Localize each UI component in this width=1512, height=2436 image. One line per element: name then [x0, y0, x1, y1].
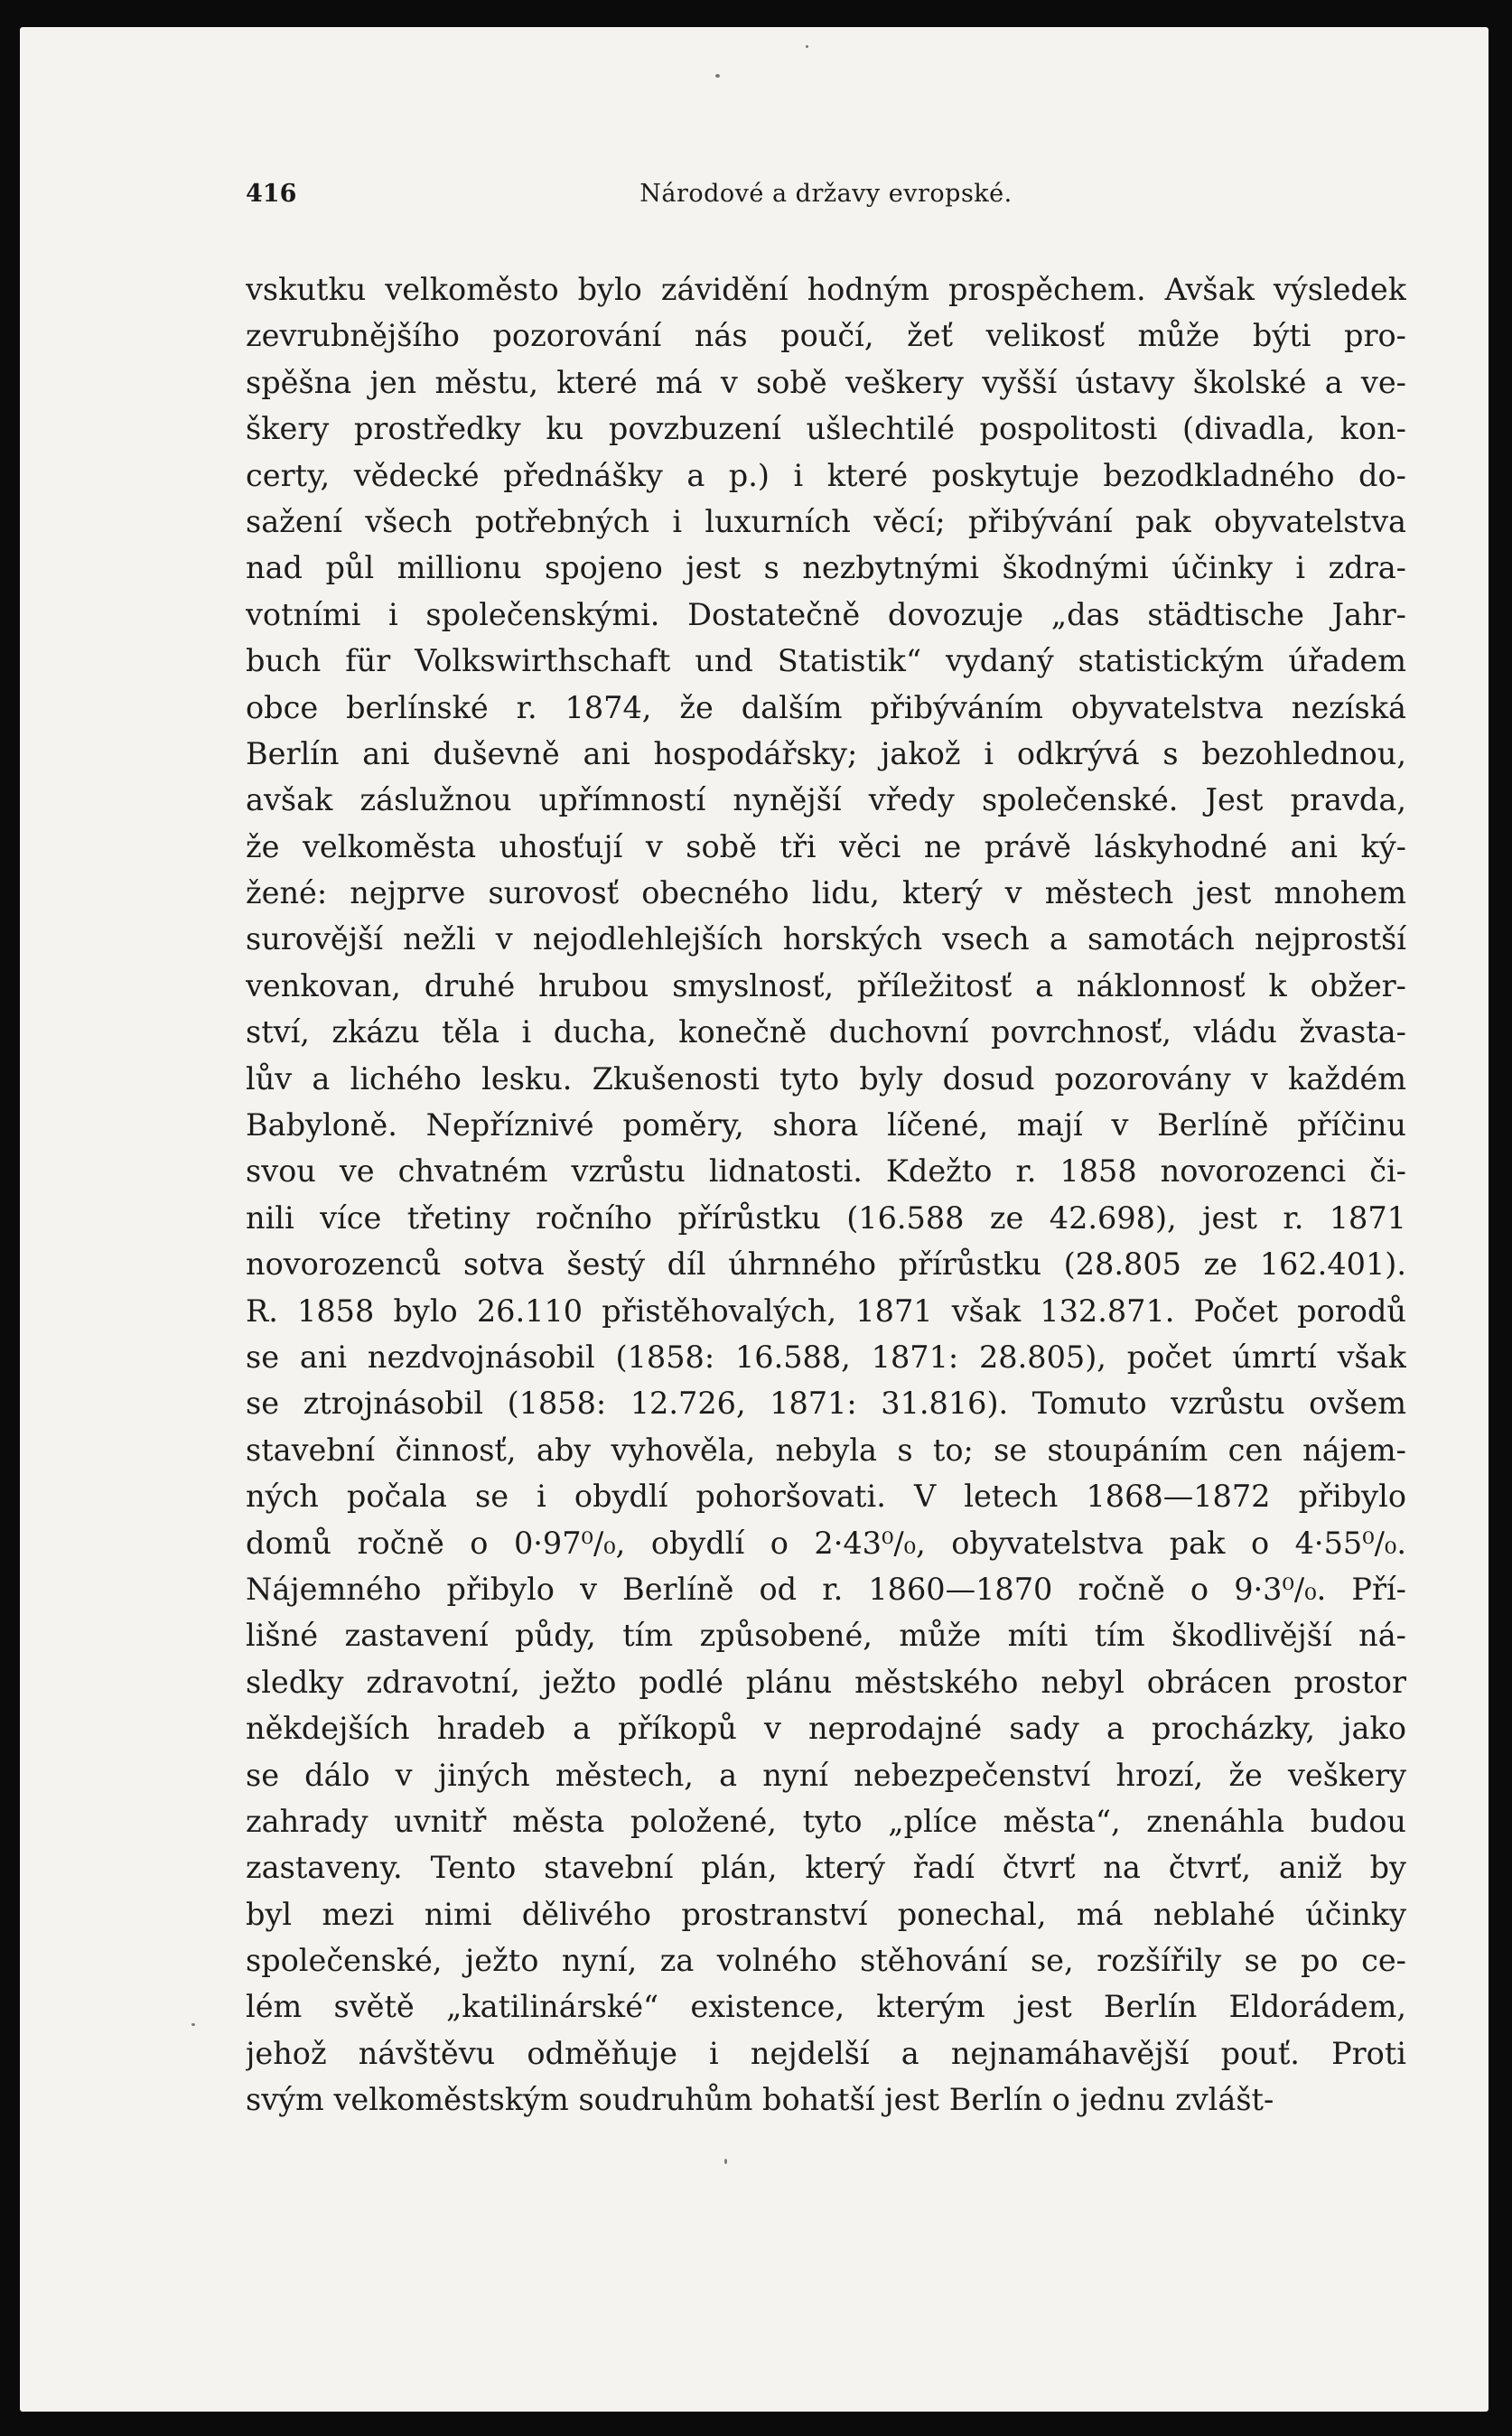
- text-line: zastaveny. Tento stavební plán, který řadí čtvrť na čtvrť, aniž by: [246, 1850, 1406, 1886]
- page-number: 416: [246, 180, 297, 208]
- text-line: byl mezi nimi dělivého prostranství ponechal, má neblahé účinky: [246, 1896, 1406, 1932]
- text-line: obce berlínské r. 1874, že dalším přibýváním obyvatelstva nezíská: [246, 689, 1406, 725]
- text-line: žené: nejprve surovosť obecného lidu, který v městech jest mnohem: [246, 875, 1406, 911]
- text-line: škery prostředky ku povzbuzení ušlechtilé pospolitosti (divadla, kon-: [246, 411, 1406, 447]
- text-line: novorozenců sotva šestý díl úhrnného přírůstku (28.805 ze 162.401).: [246, 1246, 1406, 1283]
- text-line: venkovan, druhé hrubou smyslnosť, příležitosť a náklonnosť k obžer-: [246, 967, 1406, 1003]
- paper-speck: [715, 74, 720, 78]
- text-line: se ani nezdvojnásobil (1858: 16.588, 1871: 28.805), počet úmrtí však: [246, 1339, 1406, 1375]
- text-line: avšak záslužnou upřímností nynější vředy společenské. Jest pravda,: [246, 782, 1406, 818]
- running-title: Národové a državy evropské.: [639, 180, 1013, 208]
- text-line: se ztrojnásobil (1858: 12.726, 1871: 31.816). Tomuto vzrůstu ovšem: [246, 1386, 1406, 1422]
- body-text: [246, 266, 1406, 2123]
- page-header: [246, 180, 1406, 212]
- text-line: lišné zastavení půdy, tím způsobené, může míti tím škodlivější ná-: [246, 1618, 1406, 1654]
- text-line: votními i společenskými. Dostatečně dovozuje „das städtische Jahr-: [246, 596, 1406, 632]
- text-line: spěšna jen městu, které má v sobě veškery vyšší ústavy školské a ve-: [246, 364, 1406, 400]
- text-line: lův a lichého lesku. Zkušenosti tyto byly dosud pozorovány v každém: [246, 1060, 1406, 1097]
- text-line: jehož návštěvu odměňuje i nejdelší a nejnamáhavější pouť. Proti: [246, 2035, 1406, 2071]
- text-line: se dálo v jiných městech, a nyní nebezpečenství hrozí, že veškery: [246, 1757, 1406, 1793]
- text-line: ství, zkázu těla i ducha, konečně duchovní povrchnosť, vládu žvasta-: [246, 1014, 1406, 1050]
- text-line: domů ročně o 0·97⁰/₀, obydlí o 2·43⁰/₀, obyvatelstva pak o 4·55⁰/₀.: [246, 1525, 1406, 1561]
- text-line: Berlín ani duševně ani hospodářsky; jakož i odkrývá s bezohlednou,: [246, 735, 1406, 771]
- text-line: Babyloně. Nepříznivé poměry, shora líčené, mají v Berlíně příčinu: [246, 1107, 1406, 1143]
- text-line: surovější nežli v nejodlehlejších horských vsech a samotách nejprostší: [246, 921, 1406, 957]
- text-line: zevrubnějšího pozorování nás poučí, žeť velikosť může býti pro-: [246, 318, 1406, 354]
- text-line: zahrady uvnitř města položené, tyto „plíce města“, znenáhla budou: [246, 1803, 1406, 1839]
- text-line: R. 1858 bylo 26.110 přistěhovalých, 1871 však 132.871. Počet porodů: [246, 1293, 1406, 1329]
- text-line: sažení všech potřebných i luxurních věcí; přibývání pak obyvatelstva: [246, 503, 1406, 539]
- text-line: společenské, ježto nyní, za volného stěhování se, rozšířily se po ce-: [246, 1943, 1406, 1979]
- text-line: že velkoměsta uhosťují v sobě tři věci ne právě láskyhodné ani ký-: [246, 828, 1406, 864]
- paper-speck: [191, 2023, 195, 2026]
- text-line: lém světě „katilinárské“ existence, kterým jest Berlín Eldorádem,: [246, 1989, 1406, 2025]
- text-line: vskutku velkoměsto bylo závidění hodným prospěchem. Avšak výsledek: [246, 272, 1406, 307]
- paper-speck: [724, 2159, 727, 2164]
- text-line: svým velkoměstským soudruhům bohatší jest Berlín o jednu zvlášt-: [246, 2082, 1274, 2118]
- text-line: svou ve chvatném vzrůstu lidnatosti. Kdežto r. 1858 novorozenci či-: [246, 1153, 1406, 1190]
- text-line: ných počala se i obydlí pohoršovati. V letech 1868—1872 přibylo: [246, 1479, 1406, 1515]
- text-line: Nájemného přibylo v Berlíně od r. 1860—1870 ročně o 9·3⁰/₀. Pří-: [246, 1571, 1406, 1607]
- paper-speck: [806, 45, 808, 48]
- text-line: někdejších hradeb a příkopů v neprodajné sady a procházky, jako: [246, 1711, 1406, 1747]
- text-line: sledky zdravotní, ježto podlé plánu městského nebyl obrácen prostor: [246, 1664, 1406, 1700]
- text-line: certy, vědecké přednášky a p.) i které poskytuje bezodkladného do-: [246, 457, 1406, 493]
- text-line: buch für Volkswirthschaft und Statistik“ vydaný statistickým úřadem: [246, 643, 1406, 679]
- text-line: nili více třetiny ročního přírůstku (16.588 ze 42.698), jest r. 1871: [246, 1199, 1406, 1236]
- text-line: nad půl millionu spojeno jest s nezbytnými škodnými účinky i zdra-: [246, 550, 1406, 586]
- text-line: stavební činnosť, aby vyhověla, nebyla s to; se stoupáním cen nájem-: [246, 1432, 1406, 1468]
